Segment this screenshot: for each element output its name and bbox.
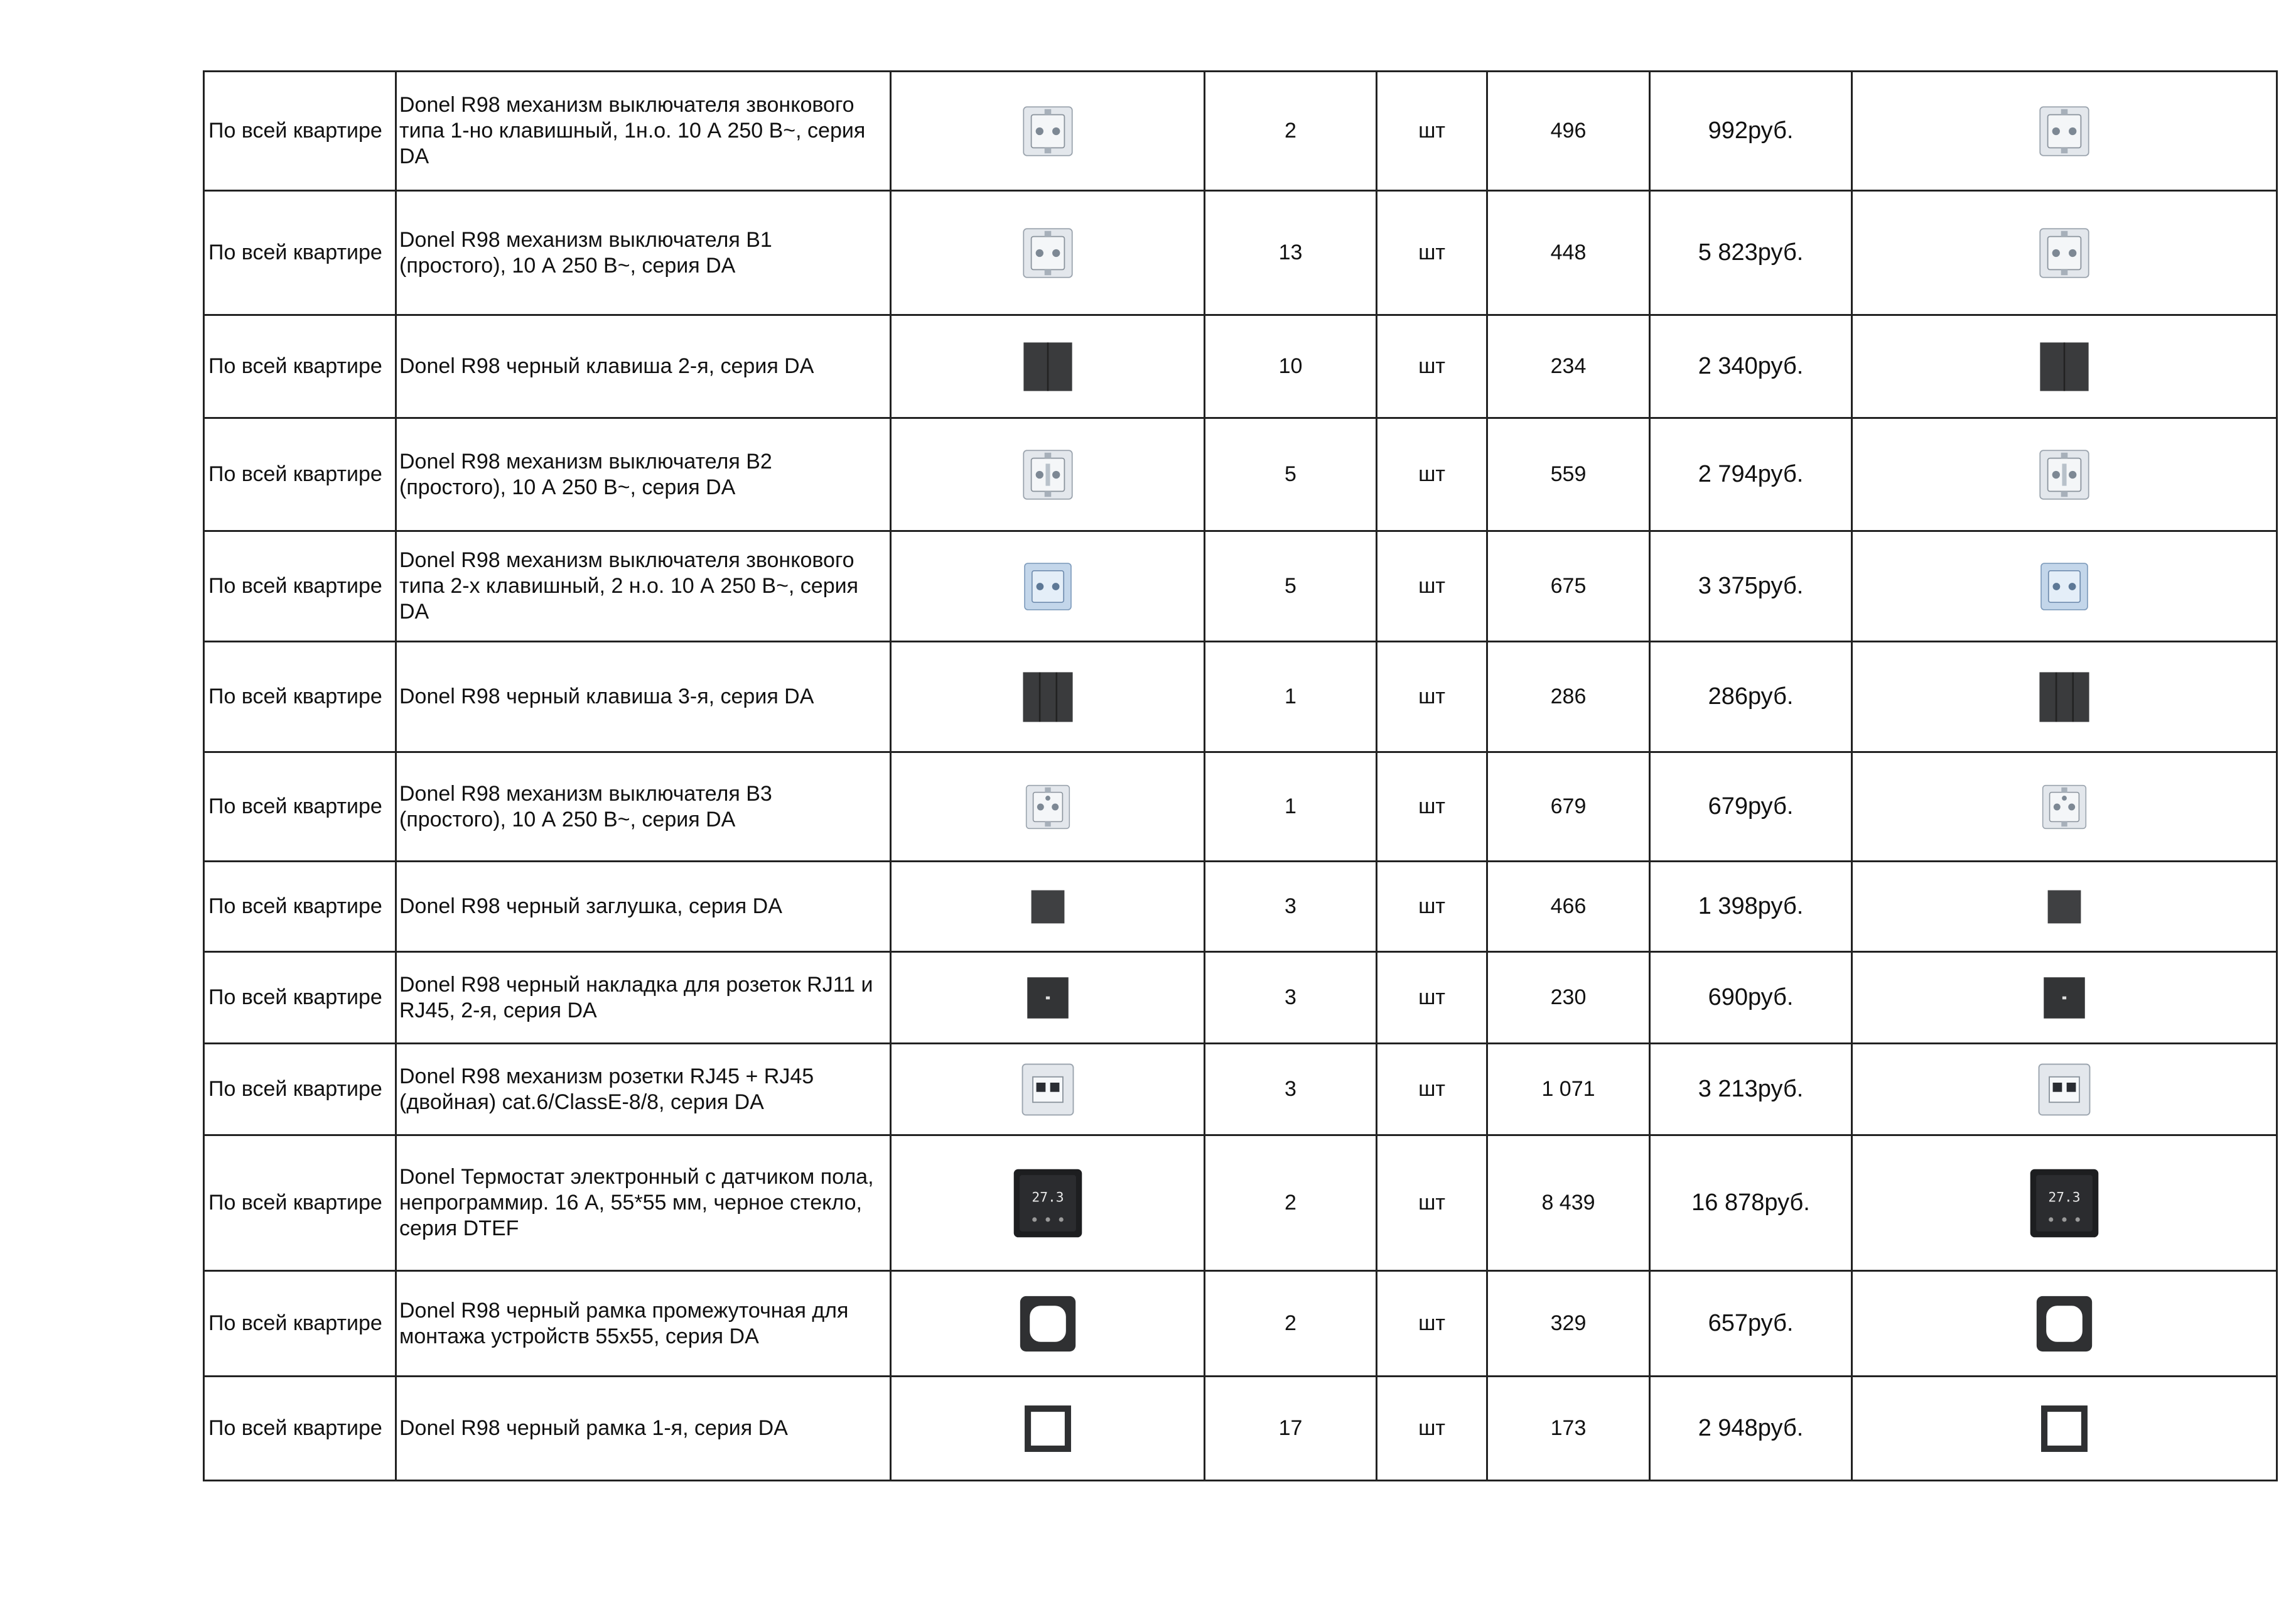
mechanism-2-icon [1020, 447, 1075, 502]
location-cell: По всей квартире [204, 642, 396, 752]
location-cell: По всей квартире [204, 1377, 396, 1481]
black-key-2-icon [1021, 340, 1074, 393]
price-cell: 8 439 [1487, 1135, 1650, 1271]
unit-cell: шт [1377, 1377, 1487, 1481]
mechanism-3-icon [2040, 782, 2089, 831]
sum-cell: 679руб. [1650, 752, 1852, 862]
black-key-2-icon [2038, 340, 2091, 393]
product-image-cell-2 [1852, 1044, 2277, 1135]
sum-cell: 3 213руб. [1650, 1044, 1852, 1135]
quantity-cell: 17 [1205, 1377, 1377, 1481]
description-cell: Donel R98 механизм выключателя звонкового типа 1-но клавишный, 1н.о. 10 А 250 В~, серия DA [396, 72, 891, 191]
product-image-cell [891, 1271, 1205, 1377]
product-image-cell-2 [1852, 191, 2277, 315]
sum-cell: 2 948руб. [1650, 1377, 1852, 1481]
price-cell: 496 [1487, 72, 1650, 191]
quantity-cell: 2 [1205, 72, 1377, 191]
location-cell: По всей квартире [204, 952, 396, 1044]
mechanism-1-icon [2037, 225, 2092, 281]
svg-text:27.3: 27.3 [2048, 1189, 2081, 1206]
sum-cell: 657руб. [1650, 1271, 1852, 1377]
unit-cell: шт [1377, 862, 1487, 952]
sum-cell: 286руб. [1650, 642, 1852, 752]
unit-cell: шт [1377, 642, 1487, 752]
price-cell: 1 071 [1487, 1044, 1650, 1135]
estimate-table [203, 70, 2278, 1481]
black-plate-rj-icon [2040, 973, 2089, 1022]
product-image-cell-2 [1852, 531, 2277, 642]
location-cell: По всей квартире [204, 862, 396, 952]
table-row [204, 752, 2277, 862]
unit-cell: шт [1377, 1135, 1487, 1271]
location-cell: По всей квартире [204, 752, 396, 862]
unit-cell: шт [1377, 72, 1487, 191]
table-row [204, 1377, 2277, 1481]
product-image-cell-2 [1852, 418, 2277, 531]
product-image-cell-2 [1852, 952, 2277, 1044]
price-cell: 230 [1487, 952, 1650, 1044]
location-cell: По всей квартире [204, 418, 396, 531]
table-row [204, 642, 2277, 752]
mechanism-3-icon [1023, 782, 1072, 831]
price-cell: 286 [1487, 642, 1650, 752]
product-image-cell [891, 1044, 1205, 1135]
product-image-cell [891, 1135, 1205, 1271]
sum-cell: 992руб. [1650, 72, 1852, 191]
product-image-cell [891, 862, 1205, 952]
table-row [204, 1271, 2277, 1377]
quantity-cell: 13 [1205, 191, 1377, 315]
quantity-cell: 2 [1205, 1271, 1377, 1377]
price-cell: 234 [1487, 315, 1650, 418]
mechanism-2-icon [2037, 447, 2092, 502]
black-frame-round-icon [1018, 1294, 1078, 1354]
black-plate-rj-icon [1023, 973, 1072, 1022]
description-cell: Donel R98 черный накладка для розеток RJ11 и RJ45, 2-я, серия DA [396, 952, 891, 1044]
thermostat-icon [2027, 1166, 2101, 1240]
product-image-cell [891, 642, 1205, 752]
location-cell: По всей квартире [204, 191, 396, 315]
location-cell: По всей квартире [204, 531, 396, 642]
description-cell: Donel R98 черный заглушка, серия DA [396, 862, 891, 952]
product-image-cell [891, 418, 1205, 531]
product-image-cell-2 [1852, 862, 2277, 952]
product-image-cell [891, 315, 1205, 418]
unit-cell: шт [1377, 315, 1487, 418]
quantity-cell: 5 [1205, 531, 1377, 642]
unit-cell: шт [1377, 191, 1487, 315]
price-cell: 559 [1487, 418, 1650, 531]
table-row [204, 952, 2277, 1044]
quantity-cell: 1 [1205, 642, 1377, 752]
sum-cell: 16 878руб. [1650, 1135, 1852, 1271]
price-cell: 173 [1487, 1377, 1650, 1481]
price-cell: 466 [1487, 862, 1650, 952]
mechanism-blue-icon [2038, 560, 2091, 613]
product-image-cell [891, 191, 1205, 315]
mechanism-blue-icon [1021, 560, 1074, 613]
location-cell: По всей квартире [204, 1271, 396, 1377]
location-cell: По всей квартире [204, 1044, 396, 1135]
price-cell: 448 [1487, 191, 1650, 315]
table-row [204, 191, 2277, 315]
black-key-3-icon [1021, 670, 1075, 724]
product-image-cell-2 [1852, 315, 2277, 418]
table-row [204, 72, 2277, 191]
location-cell: По всей квартире [204, 72, 396, 191]
quantity-cell: 3 [1205, 862, 1377, 952]
table-row [204, 1044, 2277, 1135]
description-cell: Donel R98 черный клавиша 3-я, серия DA [396, 642, 891, 752]
product-image-cell-2 [1852, 72, 2277, 191]
product-image-cell-2 [1852, 752, 2277, 862]
description-cell: Donel Термостат электронный с датчиком пола, непрограммир. 16 А, 55*55 мм, черное стекло, серия DTEF [396, 1135, 891, 1271]
location-cell: По всей квартире [204, 315, 396, 418]
quantity-cell: 5 [1205, 418, 1377, 531]
unit-cell: шт [1377, 1271, 1487, 1377]
black-frame-round-icon [2034, 1294, 2094, 1354]
sum-cell: 5 823руб. [1650, 191, 1852, 315]
black-key-3-icon [2037, 670, 2091, 724]
product-image-cell-2 [1852, 1271, 2277, 1377]
sum-cell: 2 340руб. [1650, 315, 1852, 418]
sum-cell: 690руб. [1650, 952, 1852, 1044]
description-cell: Donel R98 черный рамка промежуточная для монтажа устройств 55х55, серия DA [396, 1271, 891, 1377]
location-cell: По всей квартире [204, 1135, 396, 1271]
rj45-socket-icon [1019, 1061, 1077, 1118]
sum-cell: 2 794руб. [1650, 418, 1852, 531]
description-cell: Donel R98 черный рамка 1-я, серия DA [396, 1377, 891, 1481]
sum-cell: 1 398руб. [1650, 862, 1852, 952]
description-cell: Donel R98 механизм розетки RJ45 + RJ45 (двойная) cat.6/ClassE-8/8, серия DA [396, 1044, 891, 1135]
table-row [204, 1135, 2277, 1271]
table-row [204, 531, 2277, 642]
price-cell: 679 [1487, 752, 1650, 862]
table-row [204, 418, 2277, 531]
sum-cell: 3 375руб. [1650, 531, 1852, 642]
svg-text:27.3: 27.3 [1031, 1189, 1064, 1206]
unit-cell: шт [1377, 418, 1487, 531]
quantity-cell: 3 [1205, 952, 1377, 1044]
description-cell: Donel R98 механизм выключателя звонкового типа 2-х клавишный, 2 н.о. 10 А 250 В~, серия DA [396, 531, 891, 642]
unit-cell: шт [1377, 531, 1487, 642]
black-plug-icon [1027, 886, 1069, 928]
quantity-cell: 3 [1205, 1044, 1377, 1135]
product-image-cell [891, 72, 1205, 191]
unit-cell: шт [1377, 1044, 1487, 1135]
rj45-socket-icon [2035, 1061, 2093, 1118]
description-cell: Donel R98 механизм выключателя В2 (простого), 10 А 250 В~, серия DA [396, 418, 891, 531]
table-row [204, 315, 2277, 418]
product-image-cell-2 [1852, 1135, 2277, 1271]
quantity-cell: 2 [1205, 1135, 1377, 1271]
product-image-cell [891, 952, 1205, 1044]
quantity-cell: 1 [1205, 752, 1377, 862]
product-image-cell [891, 531, 1205, 642]
product-image-cell-2 [1852, 642, 2277, 752]
description-cell: Donel R98 механизм выключателя В3 (простого), 10 А 250 В~, серия DA [396, 752, 891, 862]
unit-cell: шт [1377, 952, 1487, 1044]
price-cell: 329 [1487, 1271, 1650, 1377]
mechanism-1-icon [1020, 225, 1075, 281]
quantity-cell: 10 [1205, 315, 1377, 418]
table-row [204, 862, 2277, 952]
unit-cell: шт [1377, 752, 1487, 862]
product-image-cell [891, 1377, 1205, 1481]
mechanism-1-icon [2037, 104, 2092, 159]
black-frame-1-icon [2038, 1402, 2091, 1455]
description-cell: Donel R98 механизм выключателя В1 (простого), 10 А 250 В~, серия DA [396, 191, 891, 315]
black-plug-icon [2044, 886, 2085, 928]
price-cell: 675 [1487, 531, 1650, 642]
thermostat-icon [1011, 1166, 1085, 1240]
product-image-cell-2 [1852, 1377, 2277, 1481]
product-image-cell [891, 752, 1205, 862]
black-frame-1-icon [1021, 1402, 1074, 1455]
mechanism-1-icon [1020, 104, 1075, 159]
description-cell: Donel R98 черный клавиша 2-я, серия DA [396, 315, 891, 418]
